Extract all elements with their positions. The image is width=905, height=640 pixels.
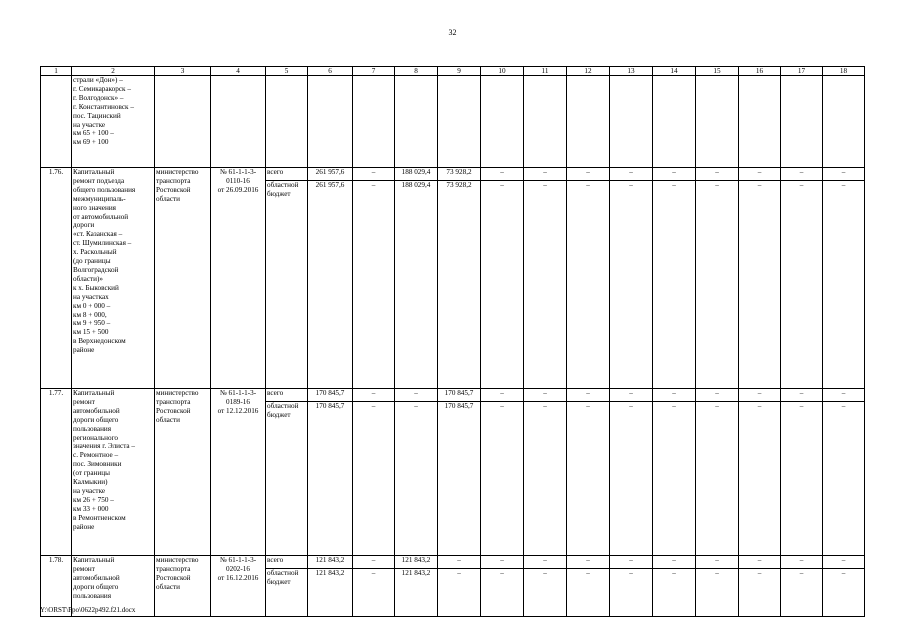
empty-cell bbox=[567, 76, 610, 168]
header-cell: 10 bbox=[481, 67, 524, 76]
amount-cell: – bbox=[353, 181, 395, 389]
amount-cell: – bbox=[739, 402, 781, 556]
header-cell: 3 bbox=[155, 67, 211, 76]
amount-cell: – bbox=[481, 181, 524, 389]
amount-cell: – bbox=[739, 556, 781, 569]
amount-cell: – bbox=[353, 402, 395, 556]
organization-cell: министерство транспорта Ростовской области bbox=[155, 168, 211, 389]
header-cell: 8 bbox=[395, 67, 438, 76]
amount-cell: 261 957,6 bbox=[308, 181, 353, 389]
header-cell: 1 bbox=[41, 67, 72, 76]
empty-cell bbox=[155, 76, 211, 168]
program-table bbox=[40, 66, 865, 617]
header-cell: 7 bbox=[353, 67, 395, 76]
empty-cell bbox=[653, 76, 696, 168]
amount-cell: – bbox=[353, 569, 395, 617]
amount-cell: – bbox=[481, 168, 524, 181]
amount-cell: – bbox=[524, 389, 567, 402]
source-total-cell: всего bbox=[266, 556, 308, 569]
amount-cell: – bbox=[610, 569, 653, 617]
amount-cell: – bbox=[610, 181, 653, 389]
amount-cell: – bbox=[696, 402, 739, 556]
object-name-cell: Капитальный ремонт автомобильной дороги общего пользования регионального значения г. Элиста – с. Ремонтное – пос. Зимовники (от границы Калмыкии) на участке км 26 + 750 – км 33 + 000 в Ремонтненском районе bbox=[72, 389, 155, 556]
amount-cell: – bbox=[481, 569, 524, 617]
amount-cell: – bbox=[567, 389, 610, 402]
amount-cell: – bbox=[823, 168, 865, 181]
amount-cell: – bbox=[653, 556, 696, 569]
empty-cell bbox=[211, 76, 266, 168]
empty-cell bbox=[781, 76, 823, 168]
empty-cell bbox=[308, 76, 353, 168]
page-number: 32 bbox=[448, 28, 457, 37]
amount-cell: – bbox=[653, 402, 696, 556]
object-name-cell: Капитальный ремонт подъезда общего пользования межмуниципаль- ного значения от автомобильной дороги «ст. Казанская – ст. Шумилинская – х. Раскольный (до границы Волгоградской области)» к х. Быковский на участках км 0 + 000 – км 8 + 000, км 9 + 950 – км 15 + 500 в Верхнедонском районе bbox=[72, 168, 155, 389]
header-cell: 13 bbox=[610, 67, 653, 76]
table-row bbox=[41, 389, 865, 402]
object-name-cell: страли «Дон») – г. Семикаракорск – г. Волгодонск» – г. Константиновск – пос. Тацинский на участке км 65 + 100 – км 69 + 100 bbox=[72, 76, 155, 168]
amount-cell: – bbox=[696, 168, 739, 181]
amount-cell: – bbox=[524, 402, 567, 556]
empty-cell bbox=[823, 76, 865, 168]
table-row bbox=[41, 556, 865, 569]
source-total-cell: всего bbox=[266, 389, 308, 402]
amount-cell: – bbox=[610, 168, 653, 181]
header-cell: 11 bbox=[524, 67, 567, 76]
row-number-cell: 1.78. bbox=[41, 556, 72, 617]
amount-cell: 121 843,2 bbox=[308, 556, 353, 569]
table-row bbox=[41, 168, 865, 181]
amount-cell: 170 845,7 bbox=[308, 389, 353, 402]
amount-cell: – bbox=[781, 402, 823, 556]
amount-cell: – bbox=[781, 181, 823, 389]
amount-cell: – bbox=[653, 181, 696, 389]
amount-cell: 170 845,7 bbox=[438, 402, 481, 556]
source-budget-cell: областной бюджет bbox=[266, 181, 308, 389]
amount-cell: – bbox=[395, 402, 438, 556]
object-name-cell: Капитальный ремонт автомобильной дороги общего пользования bbox=[72, 556, 155, 617]
amount-cell: – bbox=[739, 168, 781, 181]
organization-cell: министерство транспорта Ростовской области bbox=[155, 389, 211, 556]
amount-cell: – bbox=[696, 181, 739, 389]
source-total-cell: всего bbox=[266, 168, 308, 181]
amount-cell: 188 029,4 bbox=[395, 168, 438, 181]
empty-cell bbox=[395, 76, 438, 168]
amount-cell: – bbox=[653, 569, 696, 617]
row-number-cell bbox=[41, 76, 72, 168]
amount-cell: – bbox=[438, 569, 481, 617]
amount-cell: – bbox=[353, 389, 395, 402]
amount-cell: 188 029,4 bbox=[395, 181, 438, 389]
amount-cell: 170 845,7 bbox=[438, 389, 481, 402]
amount-cell: – bbox=[481, 389, 524, 402]
amount-cell: 261 957,6 bbox=[308, 168, 353, 181]
amount-cell: – bbox=[610, 402, 653, 556]
document-cell: № 61-1-1-3- 0110-16 от 26.09.2016 bbox=[211, 168, 266, 389]
organization-cell: министерство транспорта Ростовской области bbox=[155, 556, 211, 617]
row-number-cell: 1.77. bbox=[41, 389, 72, 556]
amount-cell: – bbox=[610, 556, 653, 569]
amount-cell: – bbox=[610, 389, 653, 402]
header-cell: 12 bbox=[567, 67, 610, 76]
amount-cell: 121 843,2 bbox=[395, 556, 438, 569]
document-cell: № 61-1-1-3- 0189-16 от 12.12.2016 bbox=[211, 389, 266, 556]
amount-cell: – bbox=[353, 168, 395, 181]
table-body bbox=[41, 67, 865, 617]
amount-cell: – bbox=[353, 556, 395, 569]
header-cell: 14 bbox=[653, 67, 696, 76]
empty-cell bbox=[481, 76, 524, 168]
amount-cell: – bbox=[481, 402, 524, 556]
amount-cell: – bbox=[823, 569, 865, 617]
amount-cell: – bbox=[567, 181, 610, 389]
header-cell: 16 bbox=[739, 67, 781, 76]
empty-cell bbox=[524, 76, 567, 168]
amount-cell: – bbox=[567, 402, 610, 556]
empty-cell bbox=[438, 76, 481, 168]
amount-cell: 121 843,2 bbox=[308, 569, 353, 617]
amount-cell: – bbox=[653, 389, 696, 402]
amount-cell: – bbox=[823, 556, 865, 569]
header-cell: 15 bbox=[696, 67, 739, 76]
header-cell: 2 bbox=[72, 67, 155, 76]
amount-cell: – bbox=[739, 569, 781, 617]
header-cell: 4 bbox=[211, 67, 266, 76]
amount-cell: 121 843,2 bbox=[395, 569, 438, 617]
header-cell: 5 bbox=[266, 67, 308, 76]
header-cell: 6 bbox=[308, 67, 353, 76]
amount-cell: – bbox=[781, 168, 823, 181]
amount-cell: – bbox=[567, 569, 610, 617]
amount-cell: – bbox=[781, 569, 823, 617]
source-budget-cell: областной бюджет bbox=[266, 402, 308, 556]
amount-cell: – bbox=[567, 168, 610, 181]
table-header-row bbox=[41, 67, 865, 76]
table-row bbox=[41, 76, 865, 168]
row-number-cell: 1.76. bbox=[41, 168, 72, 389]
amount-cell: – bbox=[524, 556, 567, 569]
amount-cell: – bbox=[696, 569, 739, 617]
amount-cell: – bbox=[823, 181, 865, 389]
empty-cell bbox=[739, 76, 781, 168]
empty-cell bbox=[696, 76, 739, 168]
amount-cell: – bbox=[438, 556, 481, 569]
amount-cell: – bbox=[696, 556, 739, 569]
amount-cell: – bbox=[781, 556, 823, 569]
empty-cell bbox=[610, 76, 653, 168]
amount-cell: – bbox=[524, 168, 567, 181]
header-cell: 17 bbox=[781, 67, 823, 76]
amount-cell: 170 845,7 bbox=[308, 402, 353, 556]
header-cell: 9 bbox=[438, 67, 481, 76]
amount-cell: – bbox=[524, 569, 567, 617]
amount-cell: – bbox=[395, 389, 438, 402]
source-budget-cell: областной бюджет bbox=[266, 569, 308, 617]
amount-cell: – bbox=[739, 181, 781, 389]
amount-cell: – bbox=[653, 168, 696, 181]
amount-cell: – bbox=[696, 389, 739, 402]
amount-cell: – bbox=[524, 181, 567, 389]
empty-cell bbox=[266, 76, 308, 168]
amount-cell: – bbox=[567, 556, 610, 569]
file-path-footer: Y:\ORST\Ppo\0622p492.f21.docx bbox=[40, 606, 136, 614]
header-cell: 18 bbox=[823, 67, 865, 76]
amount-cell: – bbox=[823, 402, 865, 556]
amount-cell: 73 928,2 bbox=[438, 181, 481, 389]
document-cell: № 61-1-1-3- 0202-16 от 16.12.2016 bbox=[211, 556, 266, 617]
amount-cell: 73 928,2 bbox=[438, 168, 481, 181]
amount-cell: – bbox=[481, 556, 524, 569]
amount-cell: – bbox=[823, 389, 865, 402]
empty-cell bbox=[353, 76, 395, 168]
amount-cell: – bbox=[781, 389, 823, 402]
amount-cell: – bbox=[739, 389, 781, 402]
